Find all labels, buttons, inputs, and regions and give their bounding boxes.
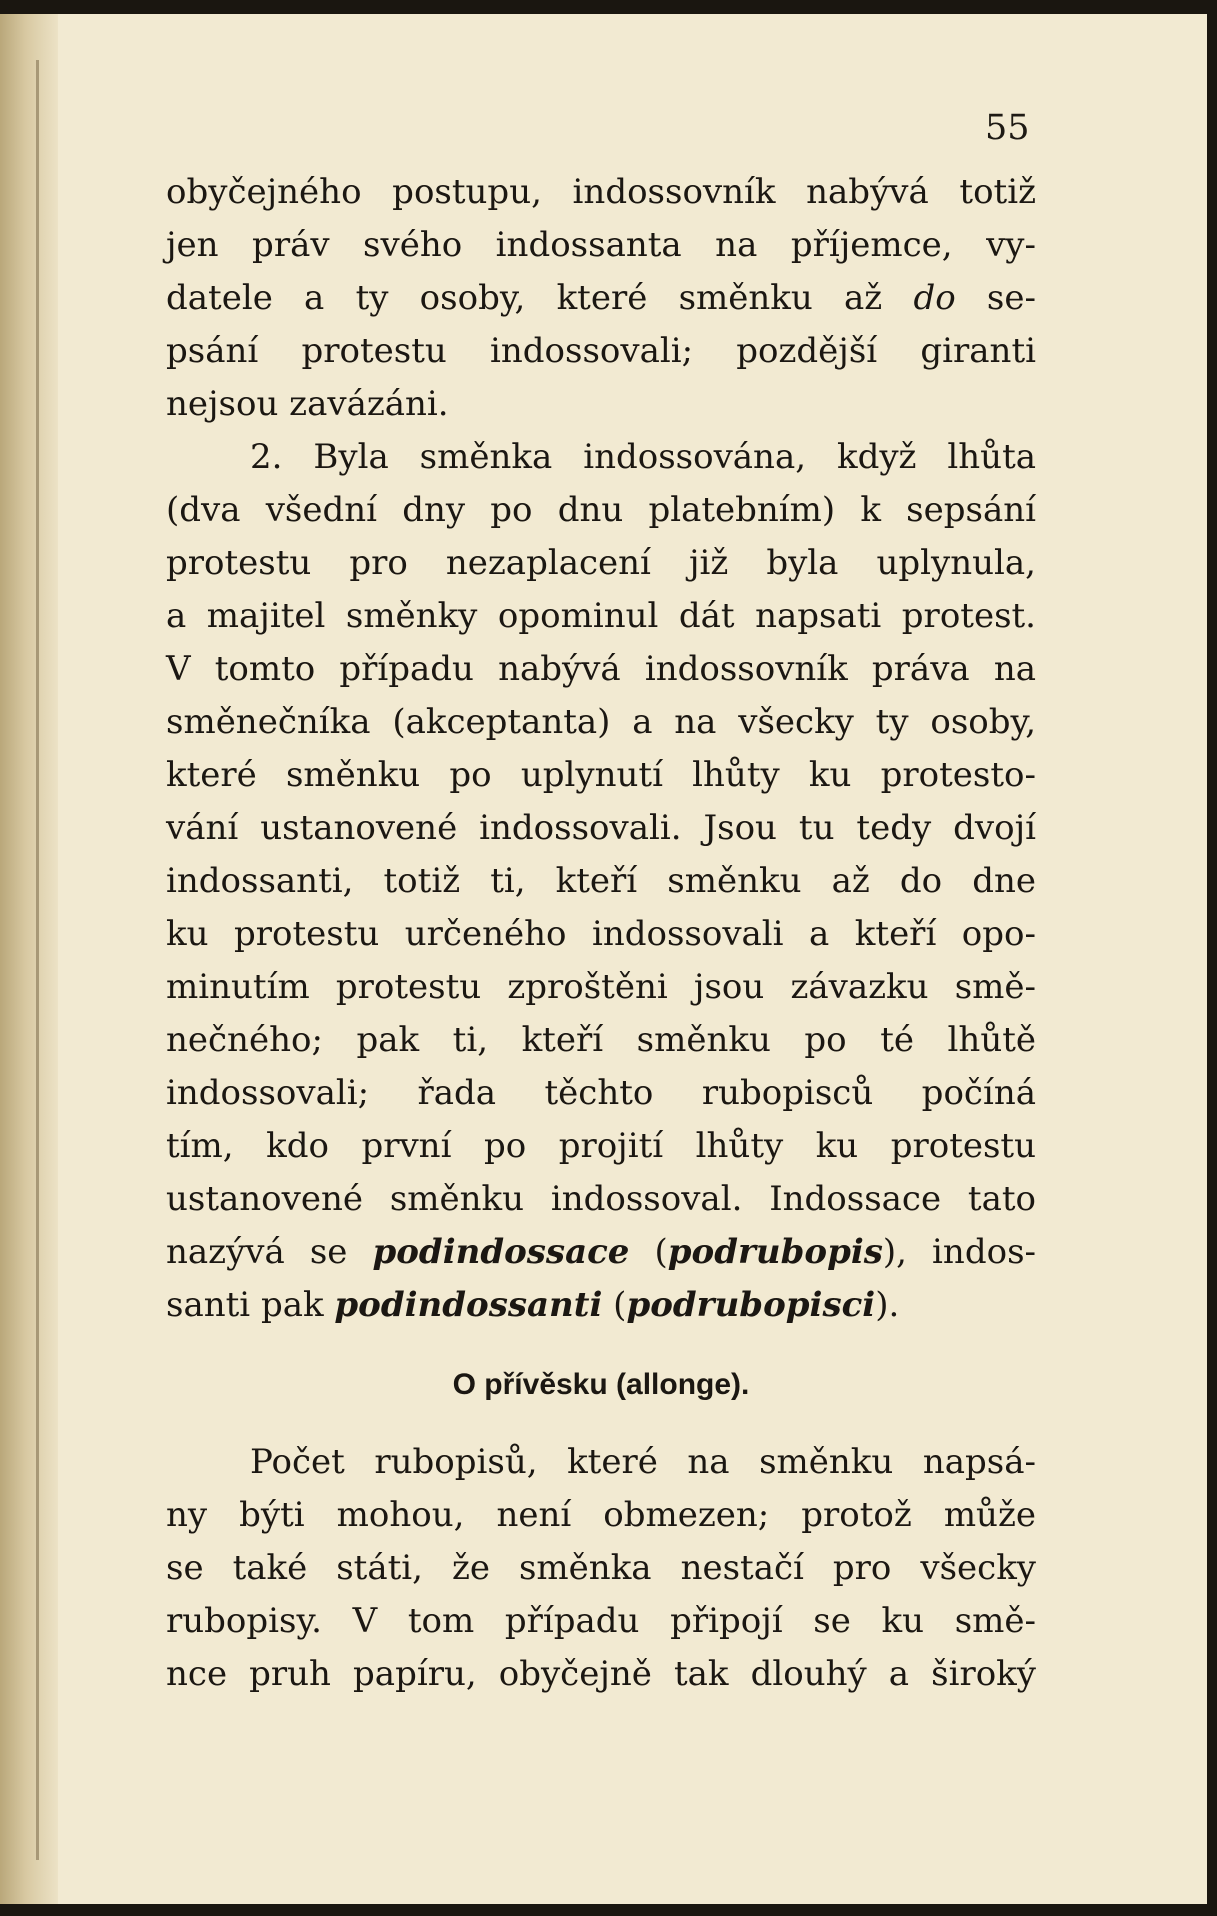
text-line: nečného; pak ti, kteří směnku po té lhůtě bbox=[166, 1020, 1036, 1060]
text-run: nazývá se bbox=[166, 1232, 373, 1272]
right-scan-edge bbox=[1207, 0, 1217, 1916]
text-line: ny býti mohou, není obmezen; protož může bbox=[166, 1495, 1036, 1535]
text-line: minutím protestu zproštěni jsou závazku smě- bbox=[166, 967, 1036, 1007]
paragraph-2 bbox=[166, 431, 1036, 1332]
text-line: nejsou zavázáni. bbox=[166, 384, 449, 424]
text-line bbox=[166, 1279, 1036, 1332]
text-run: ), indos- bbox=[882, 1232, 1037, 1272]
bold-italic-term: podindossace bbox=[372, 1232, 630, 1272]
text-run: ( bbox=[629, 1232, 668, 1272]
text-line: protestu pro nezaplacení již byla uplynula, bbox=[166, 543, 1036, 583]
text-run: ( bbox=[602, 1285, 627, 1325]
paragraph-3 bbox=[166, 1436, 1036, 1701]
text-line: indossovali; řada těchto rubopisců počíná bbox=[166, 1073, 1036, 1113]
text-line: indossanti, totiž ti, kteří směnku až do dne bbox=[166, 861, 1036, 901]
page-text bbox=[166, 166, 1036, 1701]
text-line: tím, kdo první po projití lhůty ku protestu bbox=[166, 1126, 1036, 1166]
text-line: vání ustanovené indossovali. Jsou tu tedy dvojí bbox=[166, 808, 1036, 848]
page-number: 55 bbox=[985, 108, 1030, 148]
text-line: které směnku po uplynutí lhůty ku protesto- bbox=[166, 755, 1036, 795]
text-line: psání protestu indossovali; pozdější giranti bbox=[166, 331, 1036, 371]
text-line: a majitel směnky opominul dát napsati protest. bbox=[166, 596, 1036, 636]
text-line: ustanovené směnku indossoval. Indossace tato bbox=[166, 1179, 1036, 1219]
text-run: ). bbox=[875, 1285, 900, 1325]
paragraph-1 bbox=[166, 166, 1036, 431]
text-line: V tomto případu nabývá indossovník práva na bbox=[166, 649, 1036, 689]
text-line: ku protestu určeného indossovali a kteří opo- bbox=[166, 914, 1036, 954]
text-line: Počet rubopisů, které na směnku napsá- bbox=[250, 1442, 1036, 1482]
text-run: datele a ty osoby, které směnku až bbox=[166, 278, 914, 318]
bold-italic-term: podrubopisci bbox=[626, 1285, 876, 1325]
text-line: obyčejného postupu, indossovník nabývá totiž bbox=[166, 172, 1036, 212]
text-line: se také státi, že směnka nestačí pro všecky bbox=[166, 1548, 1036, 1588]
text-line bbox=[166, 1226, 1036, 1279]
italic-word: do bbox=[913, 278, 956, 318]
text-line: (dva všední dny po dnu platebním) k sepsání bbox=[166, 490, 1036, 530]
text-line: rubopisy. V tom případu připojí se ku smě- bbox=[166, 1601, 1036, 1641]
binding-shadow-line bbox=[36, 60, 39, 1860]
bottom-scan-edge bbox=[0, 1904, 1217, 1916]
page-binding bbox=[0, 0, 58, 1916]
bold-italic-term: podindossanti bbox=[334, 1285, 603, 1325]
text-line: nce pruh papíru, obyčejně tak dlouhý a široký bbox=[166, 1654, 1036, 1694]
text-run: se- bbox=[955, 278, 1036, 318]
text-line: 2. Byla směnka indossována, když lhůta bbox=[250, 437, 1036, 477]
text-line bbox=[166, 272, 1036, 325]
bold-italic-term: podrubopis bbox=[667, 1232, 883, 1272]
text-run: santi pak bbox=[166, 1285, 335, 1325]
section-heading: O přívěsku (allonge). bbox=[452, 1368, 750, 1401]
text-line: směnečníka (akceptanta) a na všecky ty osoby, bbox=[166, 702, 1036, 742]
text-line: jen práv svého indossanta na příjemce, vy- bbox=[166, 225, 1036, 265]
top-scan-edge bbox=[0, 0, 1217, 14]
